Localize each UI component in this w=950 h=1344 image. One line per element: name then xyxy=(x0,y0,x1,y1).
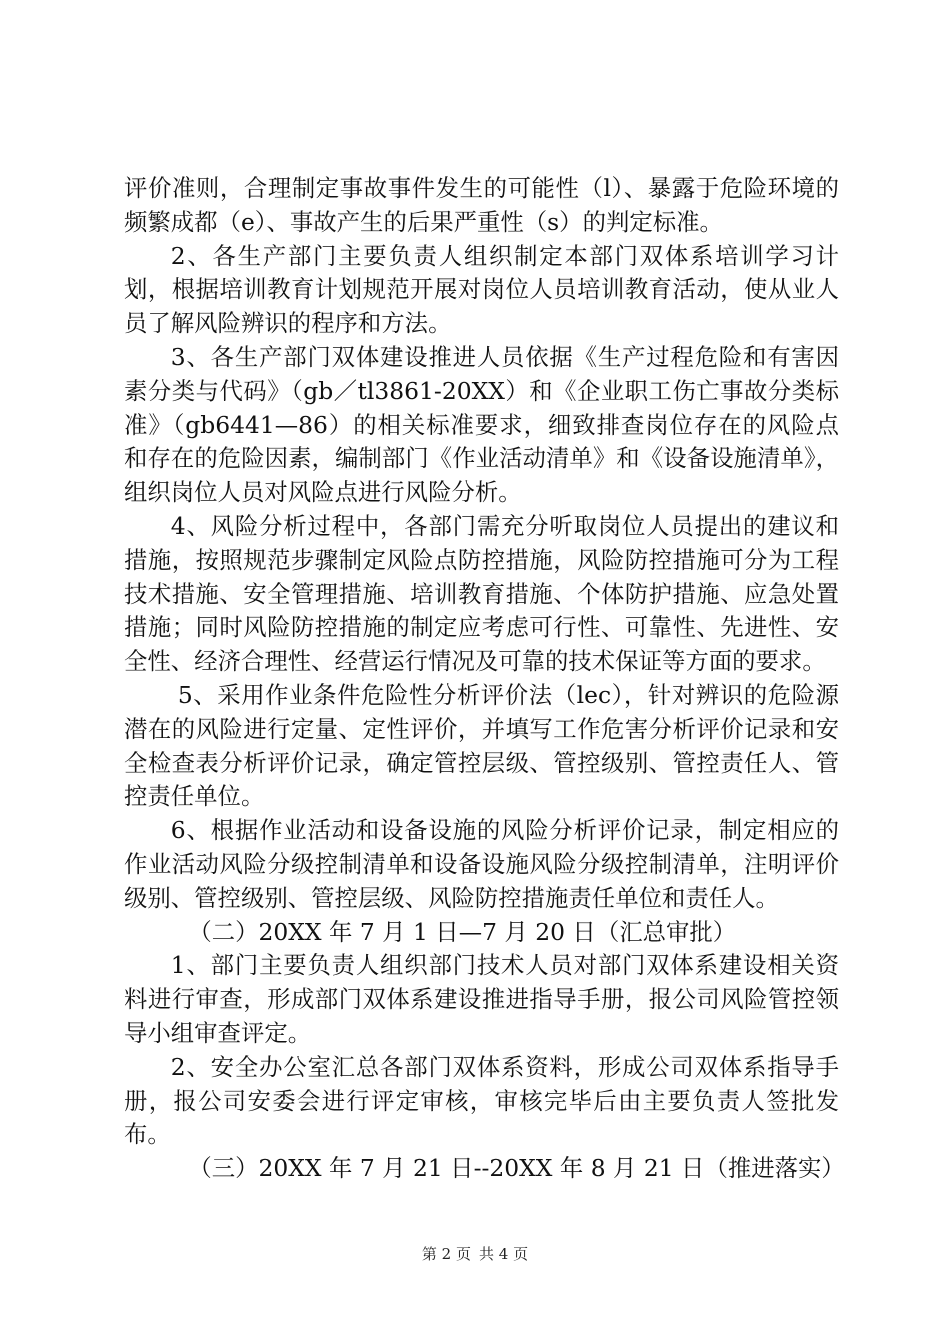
paragraph-criteria: 评价准则，合理制定事故事件发生的可能性（l）、暴露于危险环境的频繁成都（e）、事故产生的后果严重性（s）的判定标准。 xyxy=(124,174,839,236)
document-body xyxy=(124,172,845,1186)
page-total: 共 4 页 xyxy=(479,1245,529,1263)
paragraph-approval-1: 1、部门主要负责人组织部门技术人员对部门双体系建设相关资料进行审查，形成部门双体系建设推进指导手册，报公司风险管控领导小组审查评定。 xyxy=(124,951,839,1047)
paragraph-item-3: 3、各生产部门双体建设推进人员依据《生产过程危险和有害因素分类与代码》（gb／tl3861-20XX）和《企业职工伤亡事故分类标准》（gb6441—86）的相关标准要求，细致排查岗位存在的风险点和存在的危险因素，编制部门《作业活动清单》和《设备设施清单》，组织岗位人员对风险点进行风险分析。 xyxy=(124,342,839,507)
page-footer xyxy=(0,1244,950,1264)
paragraph-item-6: 6、根据作业活动和设备设施的风险分析评价记录，制定相应的作业活动风险分级控制清单和设备设施风险分级控制清单，注明评价级别、管控级别、管控层级、风险防控措施责任单位和责任人。 xyxy=(124,816,839,912)
section-heading-summary-approval: （二）20XX 年 7 月 1 日—7 月 20 日（汇总审批） xyxy=(188,917,737,946)
paragraph-item-4: 4、风险分析过程中，各部门需充分听取岗位人员提出的建议和措施，按照规范步骤制定风险点防控措施，风险防控措施可分为工程技术措施、安全管理措施、培训教育措施、个体防护措施、应急处置措施；同时风险防控措施的制定应考虑可行性、可靠性、先进性、安全性、经济合理性、经营运行情况及可靠的技术保证等方面的要求。 xyxy=(124,511,839,676)
section-heading-implementation: （三）20XX 年 7 月 21 日--20XX 年 8 月 21 日（推进落实） xyxy=(188,1154,845,1183)
paragraph-approval-2: 2、安全办公室汇总各部门双体系资料，形成公司双体系指导手册，报公司安委会进行评定审核，审核完毕后由主要负责人签批发布。 xyxy=(124,1052,839,1149)
paragraph-item-5: 5、采用作业条件危险性分析评价法（lec），针对辨识的危险源潜在的风险进行定量、定性评价，并填写工作危害分析评价记录和安全检查表分析评价记录，确定管控层级、管控级别、管控责任人、管控责任单位。 xyxy=(124,680,839,811)
page-number: 第 2 页 xyxy=(421,1245,471,1263)
paragraph-item-2: 2、各生产部门主要负责人组织制定本部门双体系培训学习计划，根据培训教育计划规范开展对岗位人员培训教育活动，使从业人员了解风险辨识的程序和方法。 xyxy=(124,241,839,338)
